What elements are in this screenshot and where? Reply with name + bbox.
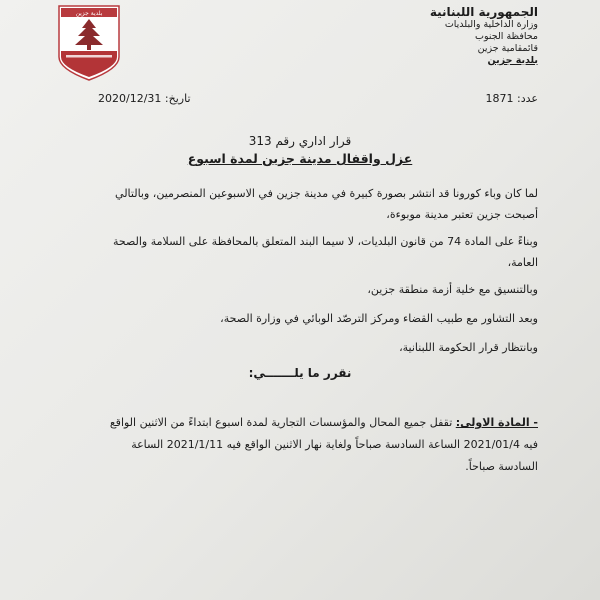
- paragraph-2-line-1: وبناءً على المادة 74 من قانون البلديات، لا سيما البند المتعلق بالمحافظة على السلامة والصحة: [112, 235, 538, 248]
- article-one-line-2: فيه 2021/01/4 الساعة السادسة صباحاً ولغاية نهار الاثنين الواقع فيه 2021/1/11 الساعة: [131, 438, 538, 451]
- paragraph-1: [83, 183, 538, 225]
- number-label: عدد:: [517, 92, 538, 105]
- article-one-title: - المادة الاولى:: [455, 416, 538, 429]
- paragraph-2-line-2: العامة،: [507, 256, 538, 269]
- article-one-line-3: السادسة صباحاً.: [465, 460, 538, 473]
- logo-bottom: [61, 51, 117, 77]
- decision-preamble: [83, 183, 538, 366]
- paragraph-1-line-2: أصبحت جزين تعتبر مدينة موبوءة،: [386, 208, 538, 221]
- decision-title: قرار اداري رقم 313: [248, 134, 352, 148]
- country-name: الجمهورية اللبنانية: [429, 5, 538, 19]
- municipality-name: بلدية جزين: [487, 55, 538, 66]
- document-date: [98, 92, 191, 105]
- paragraph-1-line-1: لما كان وباء كورونا قد انتشر بصورة كبيرة في مدينة جزين في الاسبوعين المنصرمين، وبالتالي: [115, 187, 538, 200]
- district-name: قائمقامية جزين: [477, 43, 538, 54]
- reference-number: [486, 92, 538, 105]
- municipality-logo: [58, 5, 120, 81]
- paragraph-5: وبانتظار قرار الحكومة اللبنانية،: [399, 341, 538, 354]
- date-value: 2020/12/31: [98, 92, 162, 105]
- governorate-name: محافظة الجنوب: [475, 31, 538, 42]
- date-label: تاريخ:: [164, 92, 191, 105]
- paragraph-2: [83, 231, 538, 273]
- resolution-heading: نقرر ما يلـــــــي:: [248, 366, 352, 380]
- paragraph-3: وبالتنسيق مع خلية أزمة منطقة جزين،: [367, 283, 538, 296]
- article-one-line-1: تقفل جميع المحال والمؤسسات التجارية لمدة اسبوع ابتداءً من الاثنين الواقع: [109, 416, 453, 429]
- logo-top-text: بلدية جزين: [75, 10, 103, 17]
- paragraph-4: وبعد التشاور مع طبيب القضاء ومركز الترصّد الوبائي في وزارة الصحة،: [220, 312, 538, 325]
- ministry-name: وزارة الداخلية والبلديات: [444, 19, 538, 30]
- letterhead: [348, 5, 538, 67]
- number-value: 1871: [485, 92, 514, 105]
- article-one: [73, 412, 538, 478]
- decision-subject: عزل واقفال مدينة جزين لمدة اسبوع: [187, 151, 413, 166]
